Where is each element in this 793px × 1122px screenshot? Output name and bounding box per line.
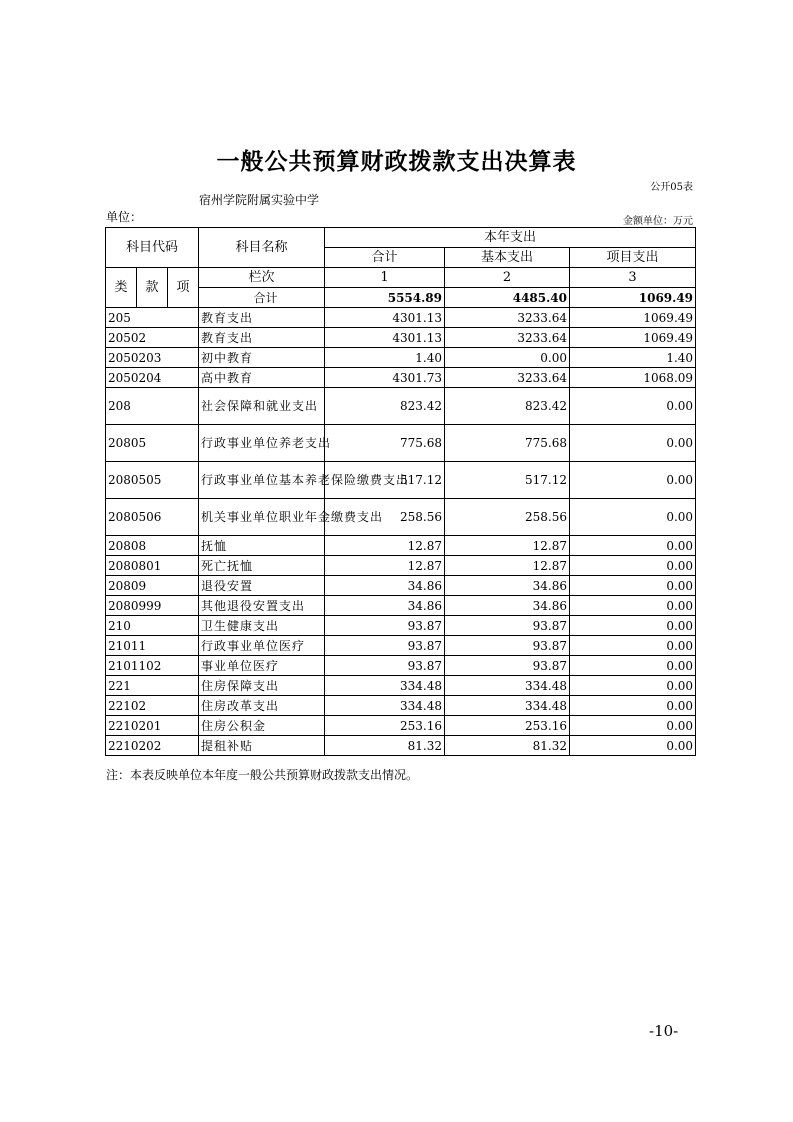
total-project: 1069.49 xyxy=(570,288,696,308)
row-code: 20808 xyxy=(106,536,199,556)
row-name: 事业单位医疗 xyxy=(199,656,325,676)
row-total: 81.32 xyxy=(325,736,445,756)
table-row xyxy=(106,716,696,736)
row-project: 0.00 xyxy=(570,556,696,576)
row-name: 其他退役安置支出 xyxy=(199,596,325,616)
row-total: 1.40 xyxy=(325,348,445,368)
row-project: 0.00 xyxy=(570,616,696,636)
table-row xyxy=(106,596,696,616)
row-project: 0.00 xyxy=(570,596,696,616)
table-row xyxy=(106,499,696,536)
row-name: 行政事业单位医疗 xyxy=(199,636,325,656)
row-project: 0.00 xyxy=(570,656,696,676)
row-code: 2210201 xyxy=(106,716,199,736)
header-row-3 xyxy=(106,268,696,288)
row-total: 775.68 xyxy=(325,425,445,462)
row-total: 517.12 xyxy=(325,462,445,499)
table-row xyxy=(106,308,696,328)
row-code: 2210202 xyxy=(106,736,199,756)
row-basic: 258.56 xyxy=(445,499,570,536)
row-basic: 3233.64 xyxy=(445,368,570,388)
table-row xyxy=(106,696,696,716)
row-total: 12.87 xyxy=(325,536,445,556)
row-name: 抚恤 xyxy=(199,536,325,556)
row-code: 2080506 xyxy=(106,499,199,536)
table-row xyxy=(106,676,696,696)
row-code: 2080999 xyxy=(106,596,199,616)
row-project: 1069.49 xyxy=(570,328,696,348)
row-basic: 3233.64 xyxy=(445,308,570,328)
row-project: 1.40 xyxy=(570,348,696,368)
row-name: 住房公积金 xyxy=(199,716,325,736)
total-label: 合计 xyxy=(199,288,325,308)
row-basic: 0.00 xyxy=(445,348,570,368)
header-column-label: 栏次 xyxy=(199,268,325,288)
header-subject-code: 科目代码 xyxy=(106,228,199,268)
table-row xyxy=(106,425,696,462)
row-basic: 93.87 xyxy=(445,656,570,676)
row-basic: 334.48 xyxy=(445,676,570,696)
table-row xyxy=(106,576,696,596)
row-project: 0.00 xyxy=(570,716,696,736)
row-code: 2080505 xyxy=(106,462,199,499)
header-item: 项 xyxy=(168,268,199,308)
header-total: 合计 xyxy=(325,248,445,268)
row-basic: 775.68 xyxy=(445,425,570,462)
total-amount: 5554.89 xyxy=(325,288,445,308)
header-row-1 xyxy=(106,228,696,248)
header-category: 类 xyxy=(106,268,137,308)
header-col-2: 2 xyxy=(445,268,570,288)
row-basic: 34.86 xyxy=(445,596,570,616)
row-total: 823.42 xyxy=(325,388,445,425)
row-total: 4301.13 xyxy=(325,308,445,328)
row-basic: 517.12 xyxy=(445,462,570,499)
row-project: 0.00 xyxy=(570,576,696,596)
row-project: 1069.49 xyxy=(570,308,696,328)
row-name: 机关事业单位职业年金缴费支出 xyxy=(199,499,325,536)
row-project: 0.00 xyxy=(570,425,696,462)
header-col-1: 1 xyxy=(325,268,445,288)
row-basic: 3233.64 xyxy=(445,328,570,348)
row-code: 2050204 xyxy=(106,368,199,388)
row-basic: 34.86 xyxy=(445,576,570,596)
row-project: 0.00 xyxy=(570,636,696,656)
unit-value: 宿州学院附属实验中学 xyxy=(199,193,320,207)
row-basic: 12.87 xyxy=(445,556,570,576)
row-name: 住房保障支出 xyxy=(199,676,325,696)
row-basic: 93.87 xyxy=(445,616,570,636)
row-name: 卫生健康支出 xyxy=(199,616,325,636)
table-row xyxy=(106,462,696,499)
row-basic: 81.32 xyxy=(445,736,570,756)
table-row xyxy=(106,656,696,676)
row-total: 4301.13 xyxy=(325,328,445,348)
amount-unit-label: 金额单位：万元 xyxy=(623,216,693,227)
table-row xyxy=(106,616,696,636)
row-name: 死亡抚恤 xyxy=(199,556,325,576)
page-number: -10- xyxy=(649,1022,679,1040)
row-basic: 823.42 xyxy=(445,388,570,425)
row-project: 0.00 xyxy=(570,676,696,696)
row-code: 2101102 xyxy=(106,656,199,676)
row-name: 退役安置 xyxy=(199,576,325,596)
row-total: 34.86 xyxy=(325,596,445,616)
row-name: 提租补贴 xyxy=(199,736,325,756)
row-project: 0.00 xyxy=(570,499,696,536)
row-name: 社会保障和就业支出 xyxy=(199,388,325,425)
row-name: 住房改革支出 xyxy=(199,696,325,716)
row-code: 22102 xyxy=(106,696,199,716)
row-basic: 334.48 xyxy=(445,696,570,716)
header-project: 项目支出 xyxy=(570,248,696,268)
table-row xyxy=(106,536,696,556)
row-total: 258.56 xyxy=(325,499,445,536)
table-row xyxy=(106,556,696,576)
form-number: 公开05表 xyxy=(650,182,693,193)
row-code: 210 xyxy=(106,616,199,636)
table-row xyxy=(106,636,696,656)
row-code: 21011 xyxy=(106,636,199,656)
unit-label: 单位： xyxy=(106,210,143,224)
row-basic: 93.87 xyxy=(445,636,570,656)
row-name: 教育支出 xyxy=(199,308,325,328)
row-project: 1068.09 xyxy=(570,368,696,388)
row-total: 12.87 xyxy=(325,556,445,576)
row-code: 221 xyxy=(106,676,199,696)
header-current-year: 本年支出 xyxy=(325,228,696,248)
table-row xyxy=(106,388,696,425)
row-total: 334.48 xyxy=(325,696,445,716)
row-total: 253.16 xyxy=(325,716,445,736)
row-project: 0.00 xyxy=(570,736,696,756)
table-row xyxy=(106,368,696,388)
row-basic: 253.16 xyxy=(445,716,570,736)
row-project: 0.00 xyxy=(570,696,696,716)
row-code: 20502 xyxy=(106,328,199,348)
row-total: 34.86 xyxy=(325,576,445,596)
row-name: 初中教育 xyxy=(199,348,325,368)
header-basic: 基本支出 xyxy=(445,248,570,268)
row-project: 0.00 xyxy=(570,536,696,556)
row-total: 93.87 xyxy=(325,636,445,656)
table-note: 注：本表反映单位本年度一般公共预算财政拨款支出情况。 xyxy=(106,768,419,782)
row-code: 20809 xyxy=(106,576,199,596)
row-code: 2080801 xyxy=(106,556,199,576)
row-name: 行政事业单位基本养老保险缴费支出 xyxy=(199,462,325,499)
row-code: 208 xyxy=(106,388,199,425)
row-total: 4301.73 xyxy=(325,368,445,388)
row-code: 205 xyxy=(106,308,199,328)
row-total: 93.87 xyxy=(325,656,445,676)
row-basic: 12.87 xyxy=(445,536,570,556)
row-code: 2050203 xyxy=(106,348,199,368)
page-title: 一般公共预算财政拨款支出决算表 xyxy=(216,148,577,175)
table-row xyxy=(106,348,696,368)
row-total: 93.87 xyxy=(325,616,445,636)
row-code: 20805 xyxy=(106,425,199,462)
header-col-3: 3 xyxy=(570,268,696,288)
header-subject-name: 科目名称 xyxy=(199,228,325,268)
row-project: 0.00 xyxy=(570,388,696,425)
row-name: 教育支出 xyxy=(199,328,325,348)
expenditure-table xyxy=(105,227,696,756)
header-section: 款 xyxy=(137,268,168,308)
row-name: 行政事业单位养老支出 xyxy=(199,425,325,462)
row-total: 334.48 xyxy=(325,676,445,696)
table-row xyxy=(106,736,696,756)
table-row xyxy=(106,328,696,348)
row-project: 0.00 xyxy=(570,462,696,499)
total-basic: 4485.40 xyxy=(445,288,570,308)
row-name: 高中教育 xyxy=(199,368,325,388)
